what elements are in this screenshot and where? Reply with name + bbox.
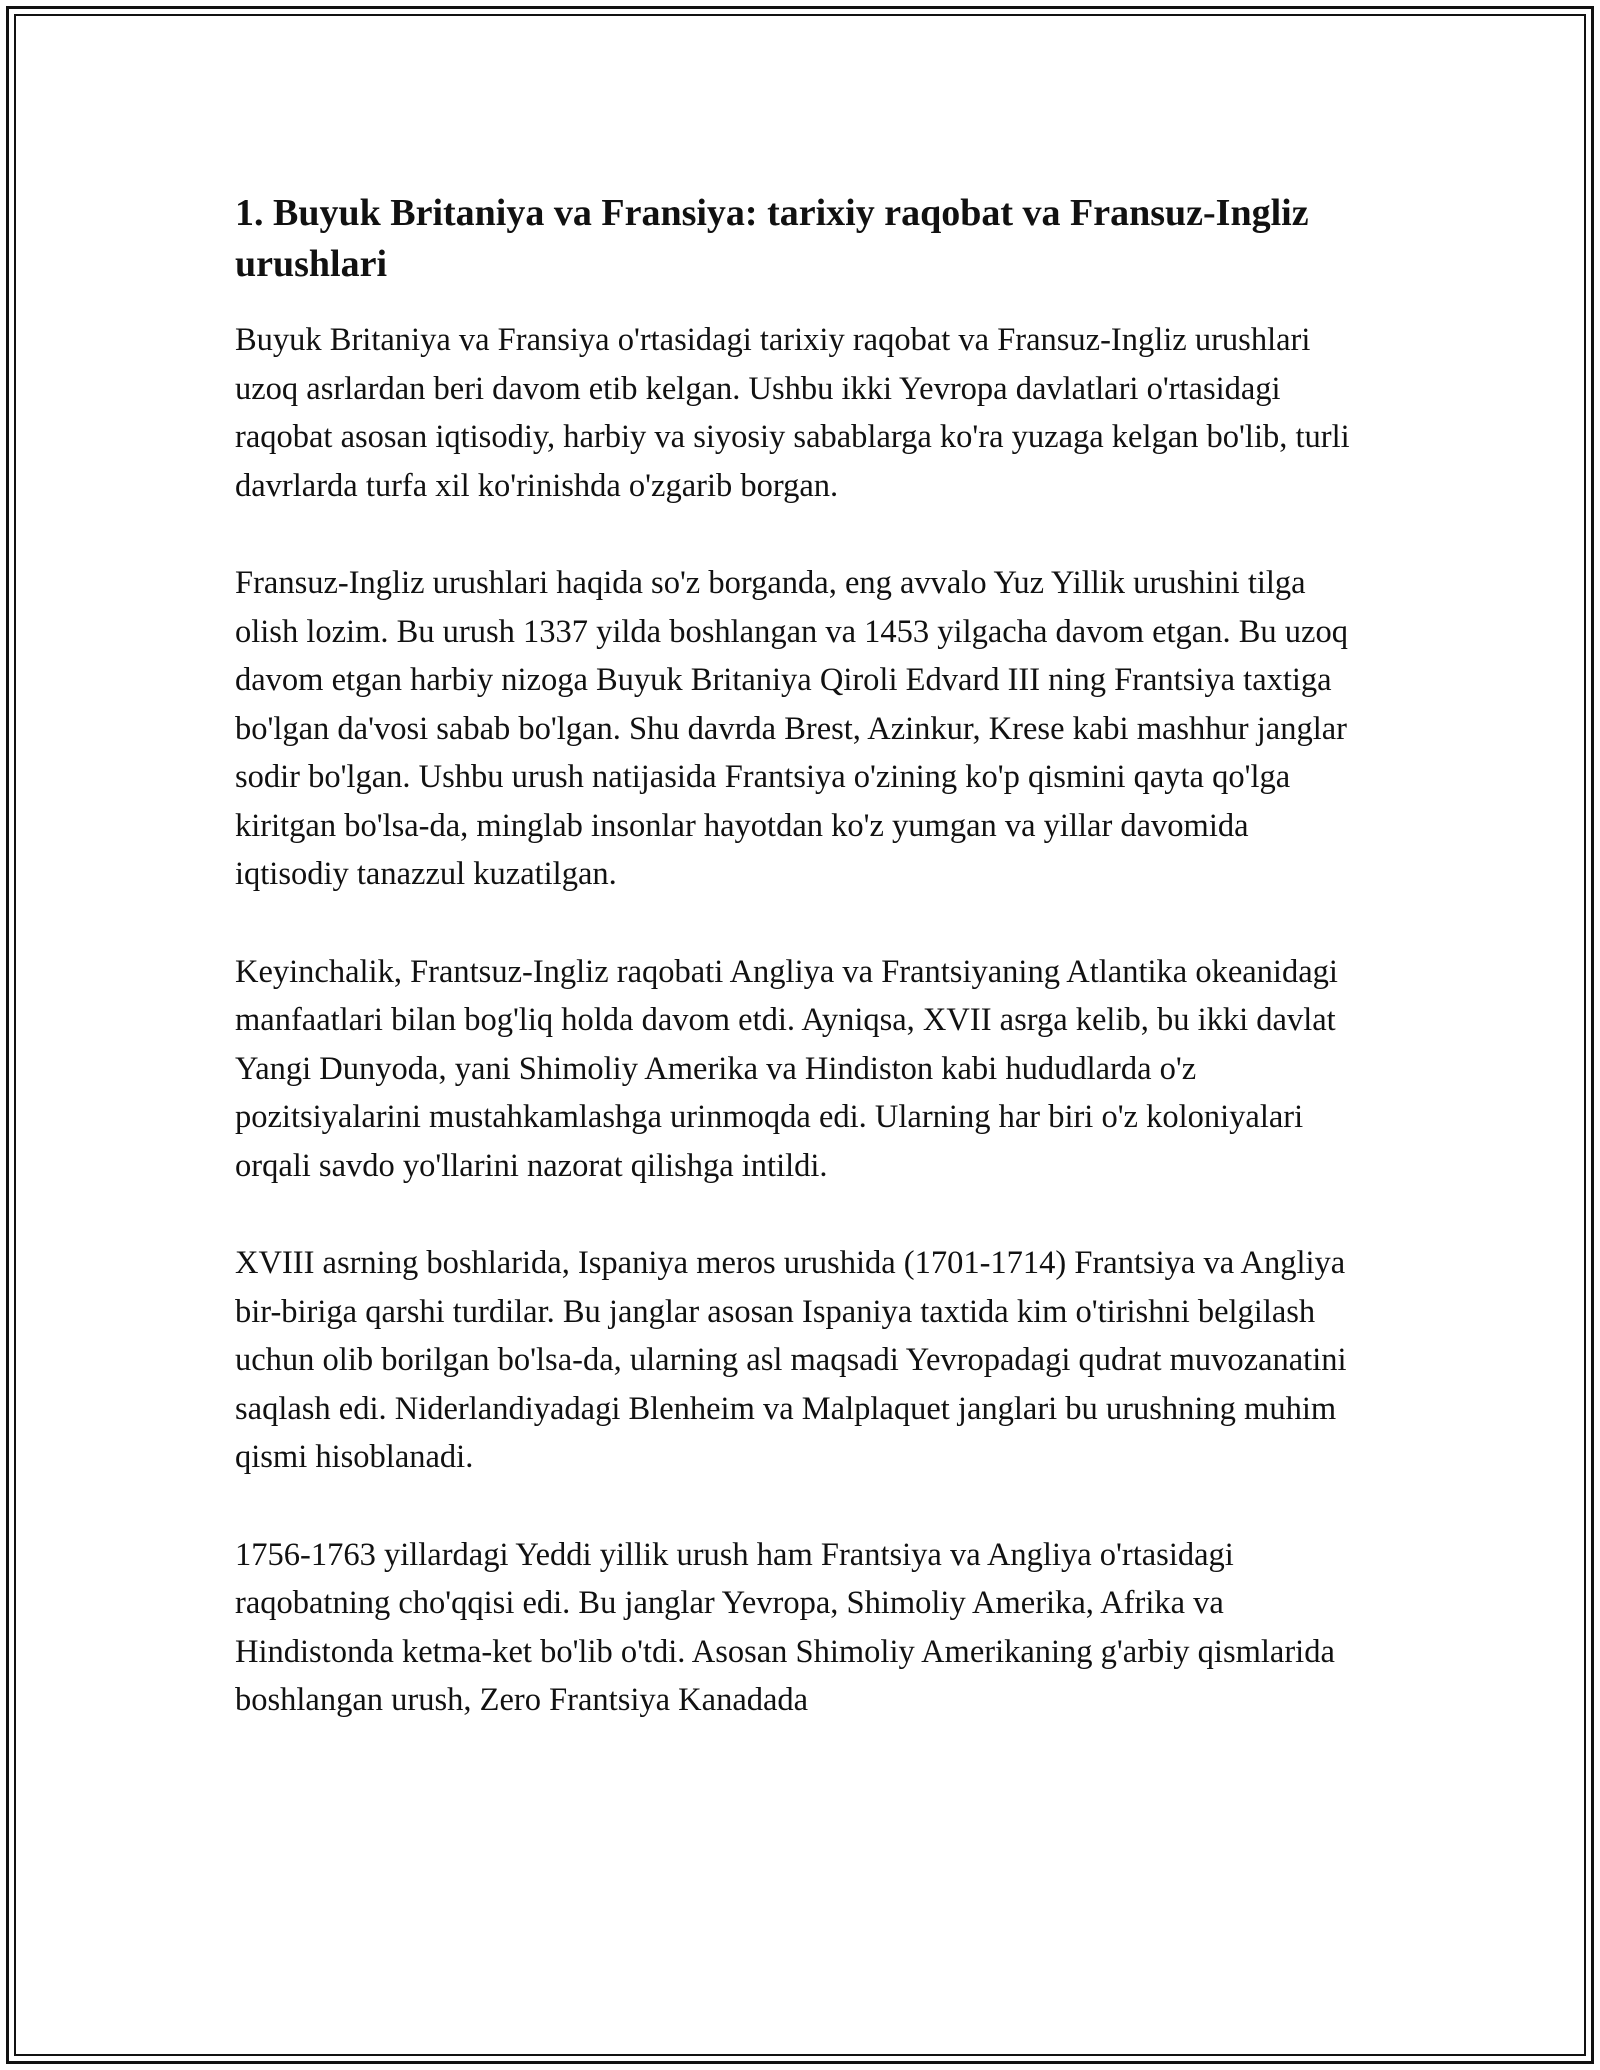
- paragraph: XVIII asrning boshlarida, Ispaniya meros urushida (1701-1714) Frantsiya va Angliya bir-biriga qarshi turdilar. Bu janglar asosan Ispaniya taxtida kim o'tirishni belgilash uchun olib borilgan bo'lsa-da, ularning asl maqsadi Yevropadagi qudrat muvozanatini saqlash edi. Niderlandiyadagi Blenheim va Malplaquet janglari bu urushning muhim qismi hisoblanadi.: [235, 1245, 1347, 1475]
- paragraph: Keyinchalik, Frantsuz-Ingliz raqobati Angliya va Frantsiyaning Atlantika okeanidagi manfaatlari bilan bog'liq holda davom etdi. Ayniqsa, XVII asrga kelib, bu ikki davlat Yangi Dunyoda, yani Shimoliy Amerika va Hindiston kabi hududlarda o'z pozitsiyalarini mustahkamlashga urinmoqda edi. Ularning har biri o'z koloniyalari orqali savdo yo'llarini nazorat qilishga intildi.: [235, 953, 1338, 1184]
- paragraph: Buyuk Britaniya va Fransiya o'rtasidagi tarixiy raqobat va Fransuz-Ingliz urushlari uzoq asrlardan beri davom etib kelgan. Ushbu ikki Yevropa davlatlari o'rtasidagi raqobat asosan iqtisodiy, harbiy va siyosiy sabablarga ko'ra yuzaga kelgan bo'lib, turli davrlarda turfa xil ko'rinishda o'zgarib borgan.: [235, 322, 1350, 504]
- document-body: [235, 188, 1365, 1774]
- paragraph: Fransuz-Ingliz urushlari haqida so'z borganda, eng avvalo Yuz Yillik urushini tilga olish lozim. Bu urush 1337 yilda boshlangan va 1453 yilgacha davom etgan. Bu uzoq davom etgan harbiy nizoga Buyuk Britaniya Qiroli Edvard III ning Frantsiya taxtiga bo'lgan da'vosi sabab bo'lgan. Shu davrda Brest, Azinkur, Krese kabi mashhur janglar sodir bo'lgan. Ushbu urush natijasida Frantsiya o'zining ko'p qismini qayta qo'lga kiritgan bo'lsa-da, minglab insonlar hayotdan ko'z yumgan va yillar davomida iqtisodiy tanazzul kuzatilgan.: [235, 565, 1348, 892]
- paragraph: 1756-1763 yillardagi Yeddi yillik urush ham Frantsiya va Angliya o'rtasidagi raqobatning cho'qqisi edi. Bu janglar Yevropa, Shimoliy Amerika, Afrika va Hindistonda ketma-ket bo'lib o'tdi. Asosan Shimoliy Amerikaning g'arbiy qismlarida boshlangan urush, Zero Frantsiya Kanadada: [235, 1536, 1335, 1718]
- section-heading: 1. Buyuk Britaniya va Fransiya: tarixiy raqobat va Fransuz-Ingliz urushlari: [235, 192, 1309, 285]
